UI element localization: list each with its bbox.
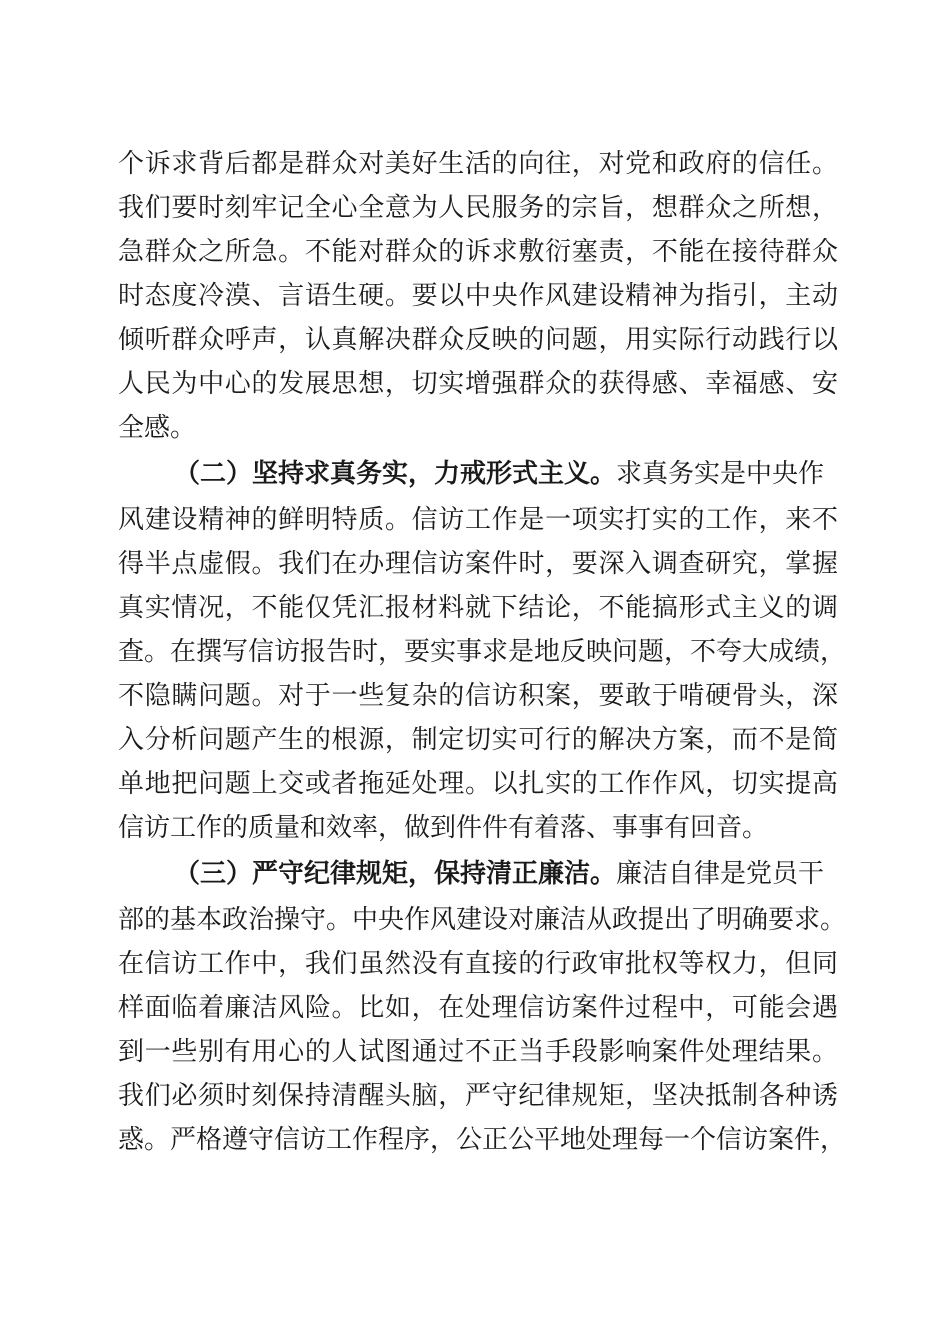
p2-line-2: 风建设精神的鲜明特质。信访工作是一项实打实的工作，来不 (118, 505, 838, 535)
p1-line-7: 全感。 (118, 413, 197, 443)
p1-line-5: 倾听群众呼声，认真解决群众反映的问题，用实际行动践行以 (118, 325, 838, 355)
p2-line-6: 不隐瞒问题。对于一些复杂的信访积案，要敢于啃硬骨头，深 (118, 681, 838, 711)
p3-line-7: 惑。严格遵守信访工作程序，公正公平地处理每一个信访案件， (118, 1125, 847, 1155)
p2-line-1: 求真务实是中央作 (616, 459, 825, 489)
p2-line-4: 真实情况，不能仅凭汇报材料就下结论，不能搞形式主义的调 (118, 593, 838, 623)
p1-line-3: 急群众之所急。不能对群众的诉求敷衍塞责，不能在接待群众 (118, 237, 838, 267)
p3-line-1: 廉洁自律是党员干 (616, 859, 825, 889)
p3-line-4: 样面临着廉洁风险。比如，在处理信访案件过程中，可能会遇 (118, 993, 838, 1023)
p2-line-8: 单地把问题上交或者拖延处理。以扎实的工作作风，切实提高 (118, 769, 838, 799)
p1-line-4: 时态度冷漠、言语生硬。要以中央作风建设精神为指引，主动 (118, 281, 838, 311)
p3-line-5: 到一些别有用心的人试图通过不正当手段影响案件处理结果。 (118, 1037, 838, 1067)
p2-line-3: 得半点虚假。我们在办理信访案件时，要深入调查研究，掌握 (118, 549, 838, 579)
p1-line-6: 人民为中心的发展思想，切实增强群众的获得感、幸福感、安 (118, 369, 838, 399)
p1-line-2: 我们要时刻牢记全心全意为人民服务的宗旨，想群众之所想， (118, 193, 838, 223)
section-heading-2: （二）坚持求真务实，力戒形式主义。 (174, 459, 617, 489)
p2-line-9: 信访工作的质量和效率，做到件件有着落、事事有回音。 (118, 813, 769, 843)
p2-first-line (174, 452, 824, 496)
p3-line-6: 我们必须时刻保持清醒头脑，严守纪律规矩，坚决抵制各种诱 (118, 1081, 838, 1111)
p3-line-3: 在信访工作中，我们虽然没有直接的行政审批权等权力，但同 (118, 949, 838, 979)
p2-line-5: 查。在撰写信访报告时，要实事求是地反映问题，不夸大成绩， (118, 637, 847, 667)
p3-line-2: 部的基本政治操守。中央作风建设对廉洁从政提出了明确要求。 (118, 905, 847, 935)
p3-first-line (174, 852, 824, 896)
section-heading-3: （三）严守纪律规矩，保持清正廉洁。 (174, 859, 617, 889)
p2-line-7: 入分析问题产生的根源，制定切实可行的解决方案，而不是简 (118, 725, 838, 755)
p1-line-1: 个诉求背后都是群众对美好生活的向往，对党和政府的信任。 (118, 149, 838, 179)
